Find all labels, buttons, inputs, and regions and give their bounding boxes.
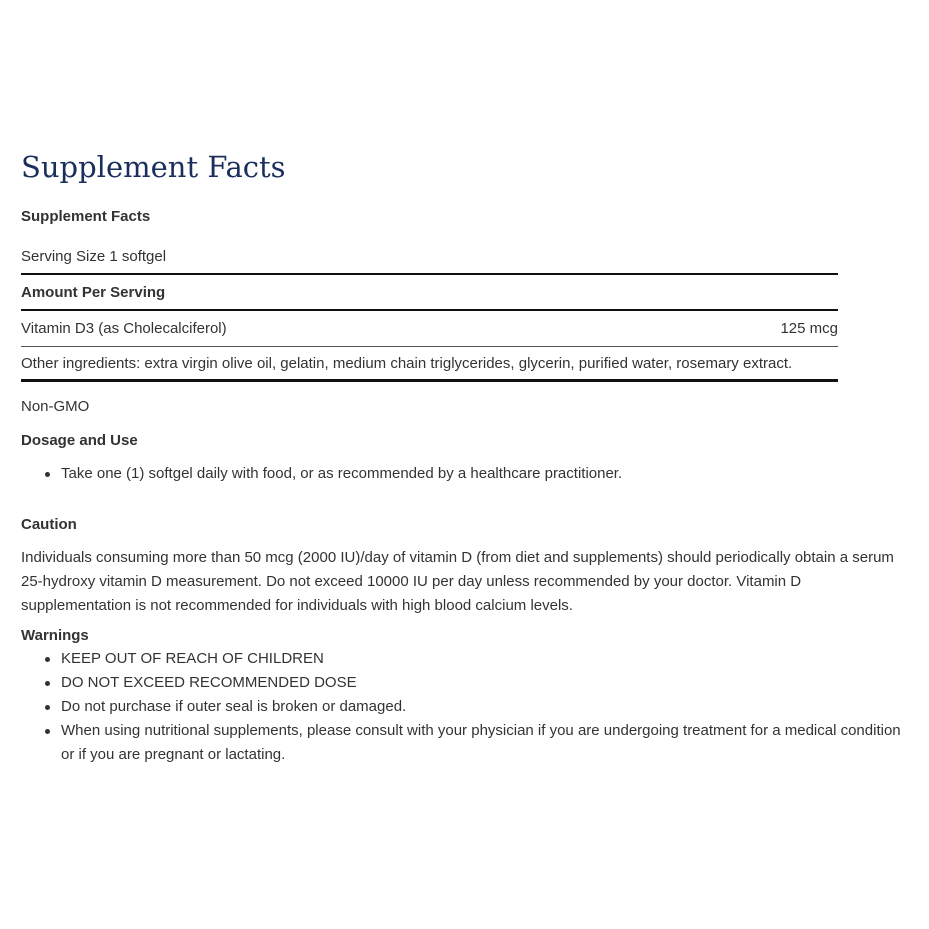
amount-per-serving-label: Amount Per Serving — [21, 283, 166, 301]
facts-heading: Supplement Facts — [21, 208, 151, 225]
serving-size-text: Serving Size 1 softgel — [21, 248, 167, 265]
page-title: Supplement Facts — [21, 150, 286, 184]
warnings-heading: Warnings — [21, 627, 89, 644]
supplement-facts-table — [21, 240, 838, 382]
nutrient-amount: 125 mcg — [780, 320, 838, 337]
list-item: Do not purchase if outer seal is broken or damaged. — [21, 695, 901, 719]
dosage-list — [21, 462, 881, 486]
serving-size-row — [21, 240, 838, 275]
list-item: Take one (1) softgel daily with food, or as recommended by a healthcare practitioner. — [21, 462, 881, 486]
warnings-list — [21, 647, 901, 767]
other-ingredients-row — [21, 347, 838, 382]
list-item: KEEP OUT OF REACH OF CHILDREN — [21, 647, 901, 671]
amount-per-serving-row — [21, 275, 838, 311]
dosage-heading: Dosage and Use — [21, 432, 138, 449]
other-ingredients-text: Other ingredients: extra virgin olive oil, gelatin, medium chain triglycerides, glycerin, purified water, rosemary extract. — [21, 354, 793, 372]
list-item: DO NOT EXCEED RECOMMENDED DOSE — [21, 671, 901, 695]
nutrient-name: Vitamin D3 (as Cholecalciferol) — [21, 320, 227, 337]
non-gmo-label: Non-GMO — [21, 398, 90, 415]
caution-text: Individuals consuming more than 50 mcg (2000 IU)/day of vitamin D (from diet and supplements) should periodically obtain a serum 25-hydroxy vitamin D measurement. Do not exceed 10000 IU per day unless recommended by your doctor. Vitamin D supplementation is not recommended for individuals with high blood calcium levels. — [21, 549, 894, 614]
nutrient-row — [21, 311, 838, 347]
list-item: When using nutritional supplements, please consult with your physician if you are undergoing treatment for a medical condition or if you are pregnant or lactating. — [21, 719, 901, 767]
caution-heading: Caution — [21, 516, 77, 533]
